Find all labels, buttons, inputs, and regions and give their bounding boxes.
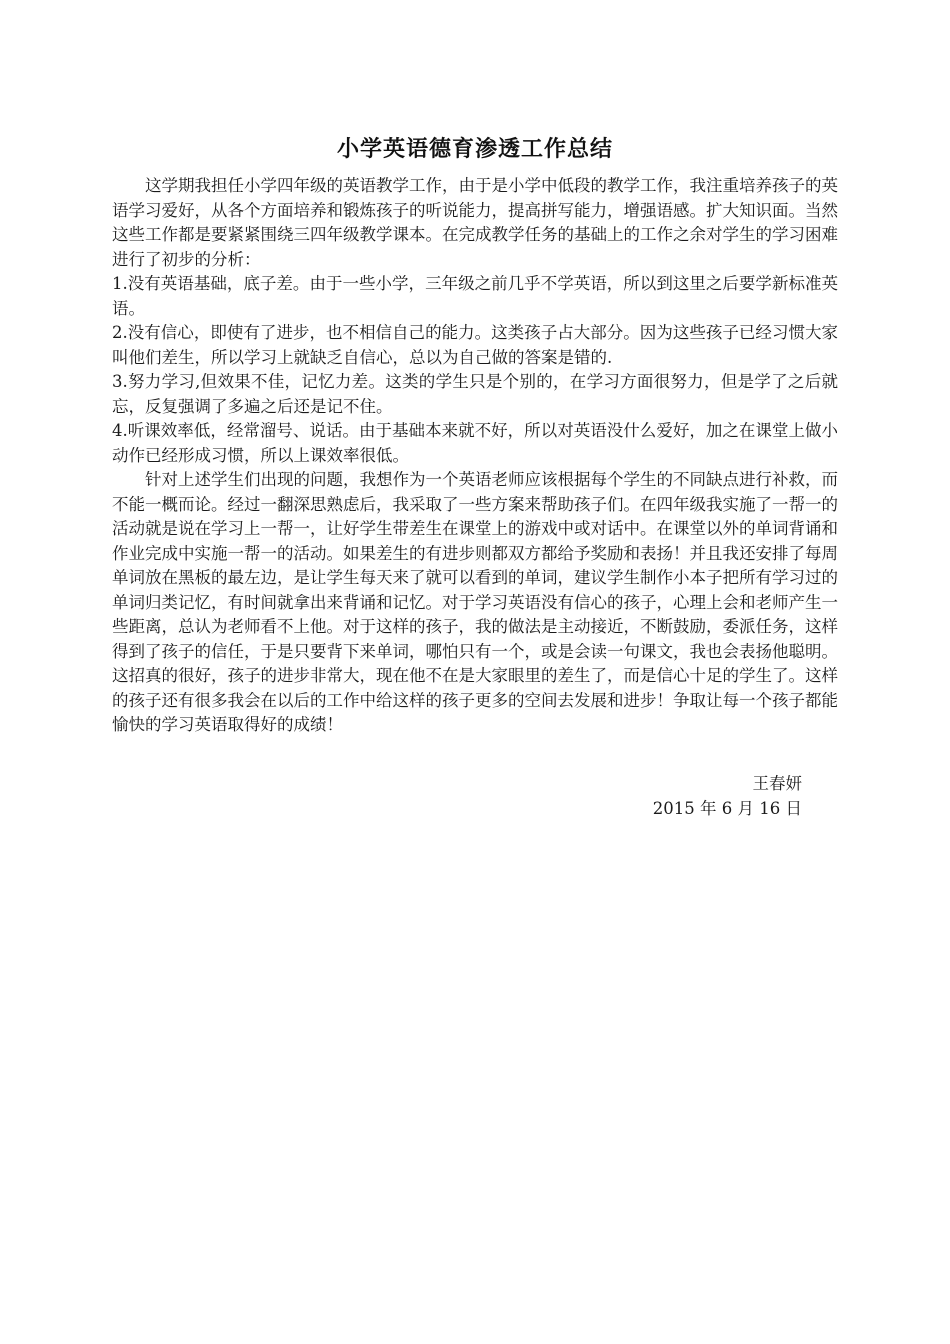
measures-paragraph: 针对上述学生们出现的问题，我想作为一个英语老师应该根据每个学生的不同缺点进行补救，而不能一概而论。经过一翻深思熟虑后，我采取了一些方案来帮助孩子们。在四年级我实施了一帮一的活动就是说在学习上一帮一，让好学生带差生在课堂上的游戏中或对话中。在课堂以外的单词背诵和作业完成中实施一帮一的活动。如果差生的有进步则都双方都给予奖励和表扬！并且我还安排了每周单词放在黑板的最左边，是让学生每天来了就可以看到的单词，建议学生制作小本子把所有学习过的单词归类记忆，有时间就拿出来背诵和记忆。对于学习英语没有信心的孩子，心理上会和老师产生一些距离，总认为老师看不上他。对于这样的孩子，我的做法是主动接近，不断鼓励，委派任务，这样得到了孩子的信任，于是只要背下来单词，哪怕只有一个，或是会读一句课文，我也会表扬他聪明。这招真的很好，孩子的进步非常大，现在他不在是大家眼里的差生了，而是信心十足的学生了。这样的孩子还有很多我会在以后的工作中给这样的孩子更多的空间去发展和进步！争取让每一个孩子都能愉快的学习英语取得好的成绩！ (112, 470, 838, 734)
author-signature: 王春妍 (752, 774, 802, 793)
analysis-item-4: 4.听课效率低，经常溜号、说话。由于基础本来就不好，所以对英语没什么爱好，加之在课堂上做小动作已经形成习惯，所以上课效率很低。 (112, 421, 838, 465)
document-title: 小学英语德育渗透工作总结 (336, 137, 613, 162)
analysis-item-2: 2.没有信心，即使有了进步，也不相信自己的能力。这类孩子占大部分。因为这些孩子已经习惯大家叫他们差生，所以学习上就缺乏自信心，总以为自己做的答案是错的. (112, 323, 838, 367)
document-date: 2015 年 6 月 16 日 (652, 799, 802, 818)
intro-paragraph: 这学期我担任小学四年级的英语教学工作，由于是小学中低段的教学工作，我注重培养孩子的英语学习爱好，从各个方面培养和锻炼孩子的听说能力，提高拼写能力，增强语感。扩大知识面。当然这些工作都是要紧紧围绕三四年级教学课本。在完成教学任务的基础上的工作之余对学生的学习困难进行了初步的分析： (112, 176, 838, 269)
analysis-item-1: 1.没有英语基础，底子差。由于一些小学，三年级之前几乎不学英语，所以到这里之后要学新标准英语。 (112, 274, 838, 318)
analysis-item-3: 3.努力学习,但效果不佳，记忆力差。这类的学生只是个别的，在学习方面很努力，但是学了之后就忘，反复强调了多遍之后还是记不住。 (112, 372, 838, 416)
document-body (112, 174, 838, 738)
